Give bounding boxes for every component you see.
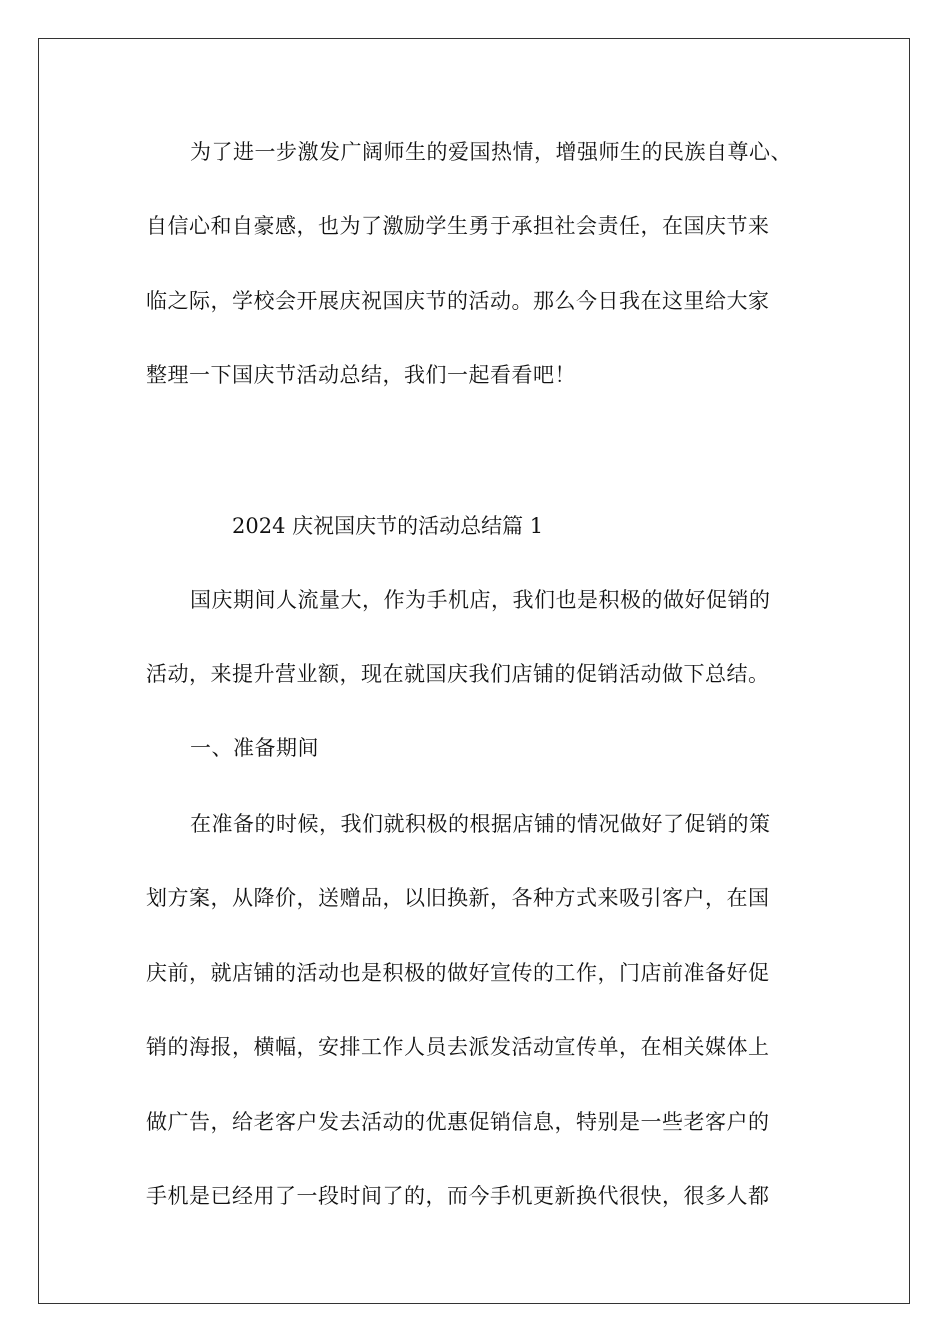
para2-line-4: 销的海报，横幅，安排工作人员去派发活动宣传单，在相关媒体上 — [146, 1035, 770, 1059]
intro-line-4: 整理一下国庆节活动总结，我们一起看看吧！ — [146, 363, 576, 387]
para2-line-6: 手机是已经用了一段时间了的，而今手机更新换代很快，很多人都 — [146, 1184, 770, 1208]
para1-line-2: 活动，来提升营业额，现在就国庆我们店铺的促销活动做下总结。 — [146, 662, 770, 686]
para2-line-5: 做广告，给老客户发去活动的优惠促销信息，特别是一些老客户的 — [146, 1110, 770, 1134]
para2-line-1: 在准备的时候，我们就积极的根据店铺的情况做好了促销的策 — [190, 812, 771, 836]
para1-line-1: 国庆期间人流量大，作为手机店，我们也是积极的做好促销的 — [190, 588, 771, 612]
para2-line-3: 庆前，就店铺的活动也是积极的做好宣传的工作，门店前准备好促 — [146, 961, 770, 985]
para2-line-2: 划方案，从降价，送赠品，以旧换新，各种方式来吸引客户，在国 — [146, 886, 770, 910]
section-heading-preparation: 一、准备期间 — [190, 736, 319, 760]
intro-line-2: 自信心和自豪感，也为了激励学生勇于承担社会责任，在国庆节来 — [146, 214, 770, 238]
intro-line-1: 为了进一步激发广阔师生的爱国热情，增强师生的民族自尊心、 — [190, 140, 792, 164]
article-title: 2024 庆祝国庆节的活动总结篇 1 — [232, 514, 544, 538]
intro-line-3: 临之际，学校会开展庆祝国庆节的活动。那么今日我在这里给大家 — [146, 289, 770, 313]
